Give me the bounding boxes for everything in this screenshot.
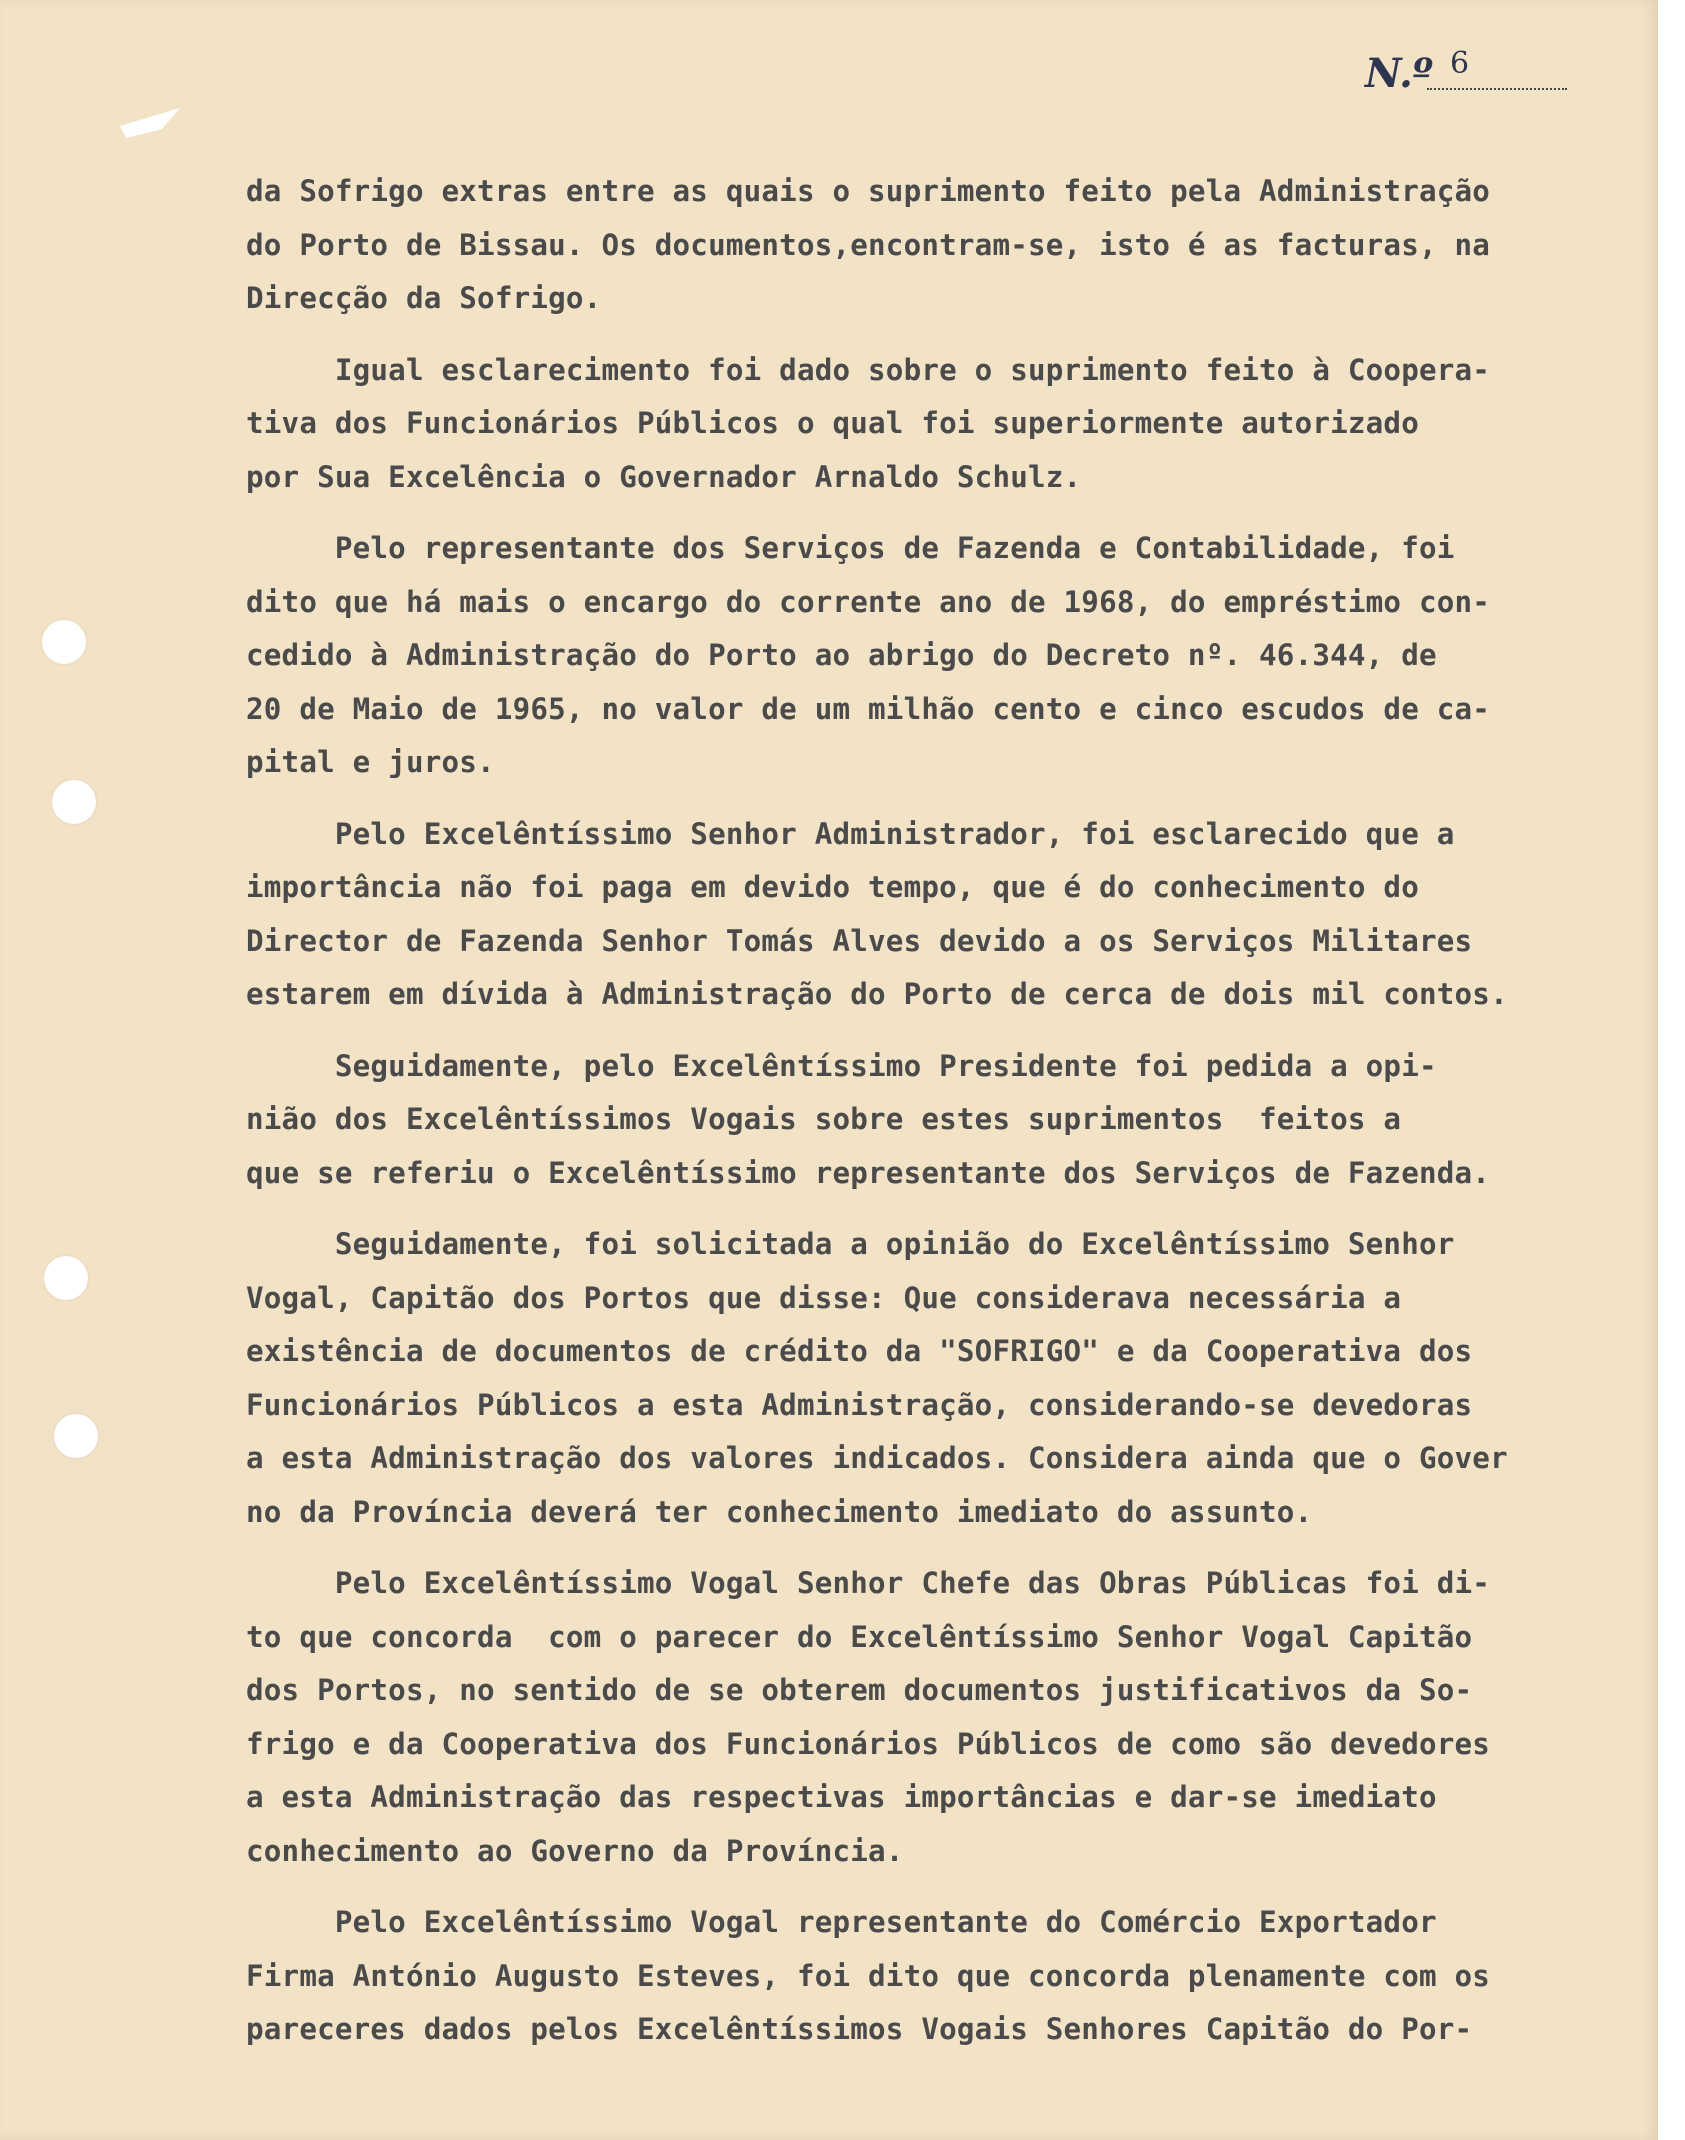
text-line: Igual esclarecimento foi dado sobre o suprimento feito à Coopera- xyxy=(246,352,1491,387)
text-line: da Sofrigo extras entre as quais o suprimento feito pela Administração xyxy=(246,174,1491,208)
text-line: Director de Fazenda Senhor Tomás Alves devido a os Serviços Militares xyxy=(246,923,1473,958)
text-line: Firma António Augusto Esteves, foi dito que concorda plenamente com os xyxy=(246,1958,1491,1993)
text-line: Pelo representante dos Serviços de Fazenda e Contabilidade, foi xyxy=(246,531,1455,565)
paragraph xyxy=(246,1218,1646,1539)
text-line: 20 de Maio de 1965, no valor de um milhão cento e cinco escudos de ca- xyxy=(246,691,1491,726)
text-line: do Porto de Bissau. Os documentos,encontram-se, isto é as facturas, na xyxy=(246,227,1491,262)
text-line: por Sua Excelência o Governador Arnaldo Schulz. xyxy=(246,459,1082,494)
text-line: importância não foi paga em devido tempo, que é do conhecimento do xyxy=(246,870,1419,904)
text-line: Pelo Excelêntíssimo Senhor Administrador, foi esclarecido que a xyxy=(246,816,1455,851)
punch-hole xyxy=(54,1414,98,1458)
text-line: no da Província deverá ter conhecimento imediato do assunto. xyxy=(246,1494,1313,1529)
page-number-value: 6 xyxy=(1450,46,1470,81)
text-line: a esta Administração das respectivas importâncias e dar-se imediato xyxy=(246,1780,1437,1814)
typewritten-body xyxy=(246,165,1646,2075)
text-line: Direcção da Sofrigo. xyxy=(246,281,602,315)
text-line: a esta Administração dos valores indicados. Considera ainda que o Gover xyxy=(246,1441,1508,1475)
text-line: tiva dos Funcionários Públicos o qual foi superiormente autorizado xyxy=(246,406,1419,440)
text-line: estarem em dívida à Administração do Porto de cerca de dois mil contos. xyxy=(246,977,1508,1011)
paragraph xyxy=(246,808,1646,1022)
text-line: Pelo Excelêntíssimo Vogal representante do Comércio Exportador xyxy=(246,1905,1437,1939)
paragraph xyxy=(246,165,1646,326)
text-line: existência de documentos de crédito da "SOFRIGO" e da Cooperativa dos xyxy=(246,1334,1473,1368)
page-number-dotted-line xyxy=(1427,88,1567,90)
text-line: Funcionários Públicos a esta Administração, considerando-se devedoras xyxy=(246,1387,1473,1422)
page-number xyxy=(1365,46,1575,100)
text-line: Seguidamente, foi solicitada a opinião do Excelêntíssimo Senhor xyxy=(246,1227,1455,1261)
text-line: Pelo Excelêntíssimo Vogal Senhor Chefe das Obras Públicas foi di- xyxy=(246,1566,1491,1600)
text-line: Vogal, Capitão dos Portos que disse: Que considerava necessária a xyxy=(246,1280,1402,1315)
text-line: dos Portos, no sentido de se obterem documentos justificativos da So- xyxy=(246,1673,1473,1707)
text-line: frigo e da Cooperativa dos Funcionários Públicos de como são devedores xyxy=(246,1726,1491,1761)
text-line: pareceres dados pelos Excelêntíssimos Vogais Senhores Capitão do Por- xyxy=(246,2012,1473,2046)
page-edge xyxy=(1658,0,1685,2140)
punch-hole xyxy=(52,780,96,824)
page-number-label: N.º xyxy=(1365,50,1433,97)
text-line: conhecimento ao Governo da Província. xyxy=(246,1833,904,1868)
punch-hole xyxy=(42,620,86,664)
text-line: dito que há mais o encargo do corrente ano de 1968, do empréstimo con- xyxy=(246,584,1491,619)
text-line: nião dos Excelêntíssimos Vogais sobre estes suprimentos feitos a xyxy=(246,1102,1402,1136)
text-line: to que concorda com o parecer do Excelêntíssimo Senhor Vogal Capitão xyxy=(246,1619,1473,1654)
paragraph xyxy=(246,1040,1646,1201)
paragraph xyxy=(246,1896,1646,2057)
text-line: Seguidamente, pelo Excelêntíssimo Presidente foi pedida a opi- xyxy=(246,1048,1437,1083)
text-line: cedido à Administração do Porto ao abrigo do Decreto nº. 46.344, de xyxy=(246,638,1437,672)
paragraph xyxy=(246,344,1646,505)
text-line: pital e juros. xyxy=(246,745,495,779)
text-line: que se referiu o Excelêntíssimo representante dos Serviços de Fazenda. xyxy=(246,1155,1491,1190)
paragraph xyxy=(246,1557,1646,1878)
punch-hole xyxy=(44,1256,88,1300)
paragraph xyxy=(246,522,1646,790)
